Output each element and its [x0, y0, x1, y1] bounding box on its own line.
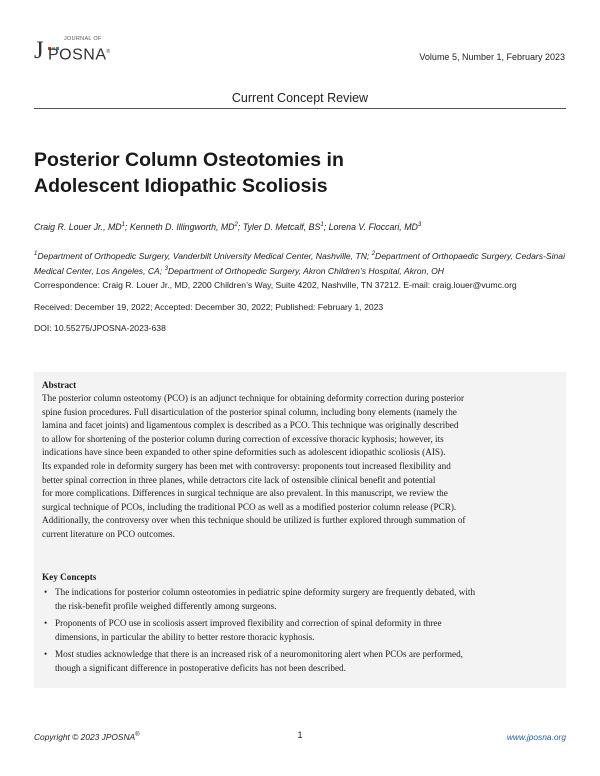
logo-registered: ®	[106, 49, 111, 55]
bullet-icon: •	[44, 587, 48, 597]
abstract-line: better spinal correction in three planes, while detractors cite lack of ostensible clinical benefit and potential	[42, 474, 436, 485]
logo-j: J	[34, 37, 44, 64]
key-concept-item	[42, 617, 558, 644]
key-concept-line: dimensions, in particular the ability to better restore thoracic kyphosis.	[55, 631, 315, 642]
title-line-2: Adolescent Idiopathic Scoliosis	[34, 175, 328, 197]
key-concept-item	[42, 586, 558, 613]
logo-color-bar	[48, 37, 62, 40]
abstract-line: Its expanded role in deformity surgery has been met with controversy: proponents tout increased flexibility and	[42, 460, 451, 471]
page-number: 1	[297, 730, 303, 740]
abstract-line: Additionally, the controversy over when this technique should be utilized is further explored through summation of	[42, 515, 466, 526]
author-2: Kenneth D. Illingworth, MD	[129, 222, 235, 232]
abstract-line: surgical technique of PCOs, including the traditional PCO as well as a modified posterior column release (PCR).	[42, 501, 457, 512]
key-concept-line: The indications for posterior column osteotomies in pediatric spine deformity surgery are frequently debated, with	[55, 587, 476, 597]
logo-posna-text: POSNA	[48, 46, 107, 64]
title-line-1: Posterior Column Osteotomies in	[34, 149, 344, 171]
affil-2-sup: 2	[371, 251, 376, 257]
header-divider	[34, 108, 566, 109]
author-3: Tyler D. Metcalf, BS	[242, 222, 321, 232]
footer-registered: ®	[135, 732, 140, 739]
affil-1: Department of Orthopedic Surgery, Vanderbilt University Medical Center, Nashville, TN;	[37, 250, 372, 261]
article-title	[34, 147, 344, 199]
correspondence: Correspondence: Craig R. Louer Jr., MD, 2200 Children’s Way, Suite 4202, Nashville, TN 37212. E-mail: craig.louer@vumc.org	[34, 280, 517, 290]
affil-2: Department of Orthopaedic Surgery, Cedars-Sinai Medical Center, Los Angeles, CA;	[34, 250, 565, 276]
section-label: Current Concept Review	[231, 91, 369, 105]
author-4: Lorena V. Floccari, MD	[328, 222, 418, 232]
volume-info: Volume 5, Number 1, February 2023	[419, 52, 565, 62]
footer-url-link[interactable]: www.jposna.org	[506, 732, 566, 742]
author-1-sup: 1	[121, 222, 126, 229]
key-concept-line: though a significant difference in postoperative deficits has not been described.	[55, 662, 346, 673]
key-concepts-heading: Key Concepts	[42, 572, 97, 582]
key-concept-line: Proponents of PCO use in scoliosis assert improved flexibility and correction of spinal deformity in three	[55, 618, 442, 629]
bullet-icon: •	[44, 649, 48, 660]
abstract-line: for more complications. Differences in surgical technique are also prevalent. In this manuscript, we review the	[42, 488, 448, 499]
author-3-sup: 1	[320, 222, 324, 229]
affil-3: Department of Orthopedic Surgery, Akron Children’s Hospital, Akron, OH	[167, 265, 444, 276]
publication-dates: Received: December 19, 2022; Accepted: December 30, 2022; Published: February 1, 2023	[34, 302, 384, 312]
abstract-heading: Abstract	[42, 380, 77, 390]
affiliations	[34, 248, 574, 278]
author-4-sup: 3	[417, 222, 422, 229]
abstract-line: to allow for shortening of the posterior column during correction of excessive thoracic kyphosis; however, its	[42, 433, 444, 444]
key-concept-line: the risk-benefit profile weighed differently among surgeons.	[55, 600, 277, 611]
copyright-text: Copyright © 2023 JPOSNA	[34, 732, 136, 742]
abstract-line: current literature on PCO outcomes.	[42, 528, 175, 539]
author-2-sup: 2	[234, 222, 238, 229]
key-concepts-list	[42, 586, 558, 676]
affil-3-sup: 3	[164, 265, 168, 272]
logo-posna	[48, 43, 111, 64]
key-concept-item	[42, 648, 558, 675]
logo-journal-of: JOURNAL OF	[64, 36, 102, 42]
doi: DOI: 10.55275/JPOSNA-2023-638	[34, 323, 166, 333]
affil-1-sup: 1	[34, 251, 38, 257]
abstract-line: spine fusion procedures. Full disarticulation of the posterior spinal column, including bony elements (namely the	[42, 406, 457, 417]
bullet-icon: •	[44, 618, 48, 629]
abstract-line: The posterior column osteotomy (PCO) is an adjunct technique for obtaining deformity correction during posterior	[42, 393, 465, 403]
abstract-body	[42, 392, 558, 542]
key-concept-line: Most studies acknowledge that there is an increased risk of a neuromonitoring alert when PCOs are performed,	[55, 649, 463, 660]
abstract-line: indications have since been expanded to other spine deformities such as adolescent idiopathic scoliosis (AIS).	[42, 447, 446, 458]
abstract-line: lamina and facet joints) and ligamentous complex is described as a PCO. This technique was originally described	[42, 420, 459, 431]
author-list: Craig R. Louer Jr., $MD^1$; Kenneth D. Illingworth, $MD^2$; Tyler D. Metcalf, $BS^1$; Lorena V. Floccari, $MD^3$	[34, 222, 422, 232]
journal-logo	[34, 36, 114, 64]
author-1: Craig R. Louer Jr., MD	[34, 222, 122, 232]
